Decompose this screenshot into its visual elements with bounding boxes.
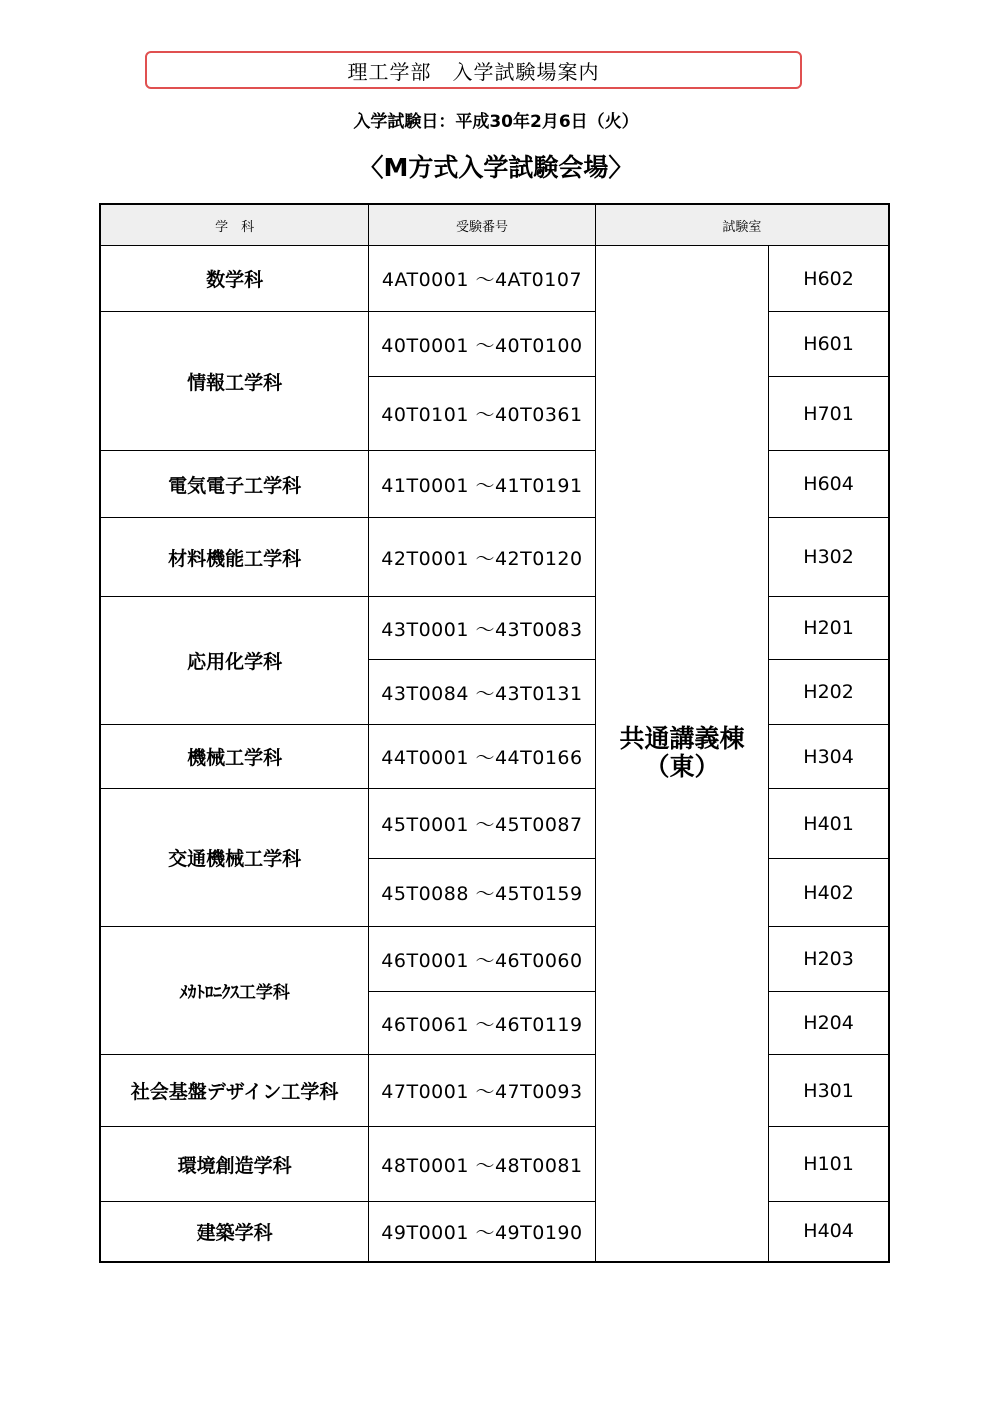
department-cell: 電気電子工学科 (100, 451, 369, 518)
header-room: 試験室 (595, 204, 889, 246)
building-name: 共通講義棟 (619, 724, 745, 754)
room-cell: H404 (769, 1202, 889, 1262)
room-cell: H301 (769, 1055, 889, 1127)
department-cell: 建築学科 (100, 1202, 369, 1262)
building-cell (595, 246, 768, 1262)
department-cell: 材料機能工学科 (100, 518, 369, 597)
exam-room-table (99, 203, 890, 1263)
table-row (100, 1055, 889, 1127)
department-cell: ﾒｶﾄﾛﾆｸｽ工学科 (100, 927, 369, 1055)
header-department: 学 科 (100, 204, 369, 246)
department-cell: 情報工学科 (100, 312, 369, 451)
exam-number-cell: 47T0001 ～47T0093 (369, 1055, 596, 1127)
room-cell: H204 (769, 992, 889, 1055)
exam-number-cell: 43T0001 ～43T0083 (369, 597, 596, 660)
table-row (100, 451, 889, 518)
exam-number-cell: 45T0001 ～45T0087 (369, 789, 596, 859)
header-exam-number: 受験番号 (369, 204, 596, 246)
exam-number-cell: 42T0001 ～42T0120 (369, 518, 596, 597)
room-cell: H304 (769, 725, 889, 789)
department-cell: 環境創造学科 (100, 1127, 369, 1202)
department-cell: 交通機械工学科 (100, 789, 369, 927)
page-title: 理工学部 入学試験場案内 (347, 59, 600, 84)
table-row (100, 1202, 889, 1262)
table-row (100, 518, 889, 597)
exam-number-cell: 40T0001 ～40T0100 (369, 312, 596, 377)
department-cell: 数学科 (100, 246, 369, 312)
room-cell: H202 (769, 660, 889, 725)
room-cell: H401 (769, 789, 889, 859)
table-row (100, 1127, 889, 1202)
venue-heading: 〈M方式入学試験会場〉 (358, 153, 634, 182)
table-row (100, 246, 889, 312)
table-header-row (100, 204, 889, 246)
exam-number-cell: 41T0001 ～41T0191 (369, 451, 596, 518)
exam-number-cell: 44T0001 ～44T0166 (369, 725, 596, 789)
table-row (100, 312, 889, 377)
exam-number-cell: 46T0061 ～46T0119 (369, 992, 596, 1055)
room-cell: H402 (769, 859, 889, 927)
room-cell: H604 (769, 451, 889, 518)
exam-date: 入学試験日：平成30年2月6日（火） (353, 112, 639, 132)
room-cell: H601 (769, 312, 889, 377)
department-cell: 応用化学科 (100, 597, 369, 725)
exam-number-cell: 49T0001 ～49T0190 (369, 1202, 596, 1262)
table-body (100, 246, 889, 1262)
department-cell: 機械工学科 (100, 725, 369, 789)
exam-number-cell: 40T0101 ～40T0361 (369, 377, 596, 451)
room-cell: H203 (769, 927, 889, 992)
room-cell: H602 (769, 246, 889, 312)
exam-number-cell: 43T0084 ～43T0131 (369, 660, 596, 725)
room-cell: H302 (769, 518, 889, 597)
exam-number-cell: 46T0001 ～46T0060 (369, 927, 596, 992)
room-cell: H201 (769, 597, 889, 660)
exam-number-cell: 48T0001 ～48T0081 (369, 1127, 596, 1202)
table-row (100, 597, 889, 660)
table-row (100, 725, 889, 789)
table-row (100, 927, 889, 992)
table-row (100, 789, 889, 859)
page-title-box (145, 51, 802, 89)
room-cell: H701 (769, 377, 889, 451)
building-wing: （東） (644, 752, 720, 782)
room-cell: H101 (769, 1127, 889, 1202)
exam-number-cell: 4AT0001 ～4AT0107 (369, 246, 596, 312)
exam-number-cell: 45T0088 ～45T0159 (369, 859, 596, 927)
department-cell: 社会基盤デザイン工学科 (100, 1055, 369, 1127)
